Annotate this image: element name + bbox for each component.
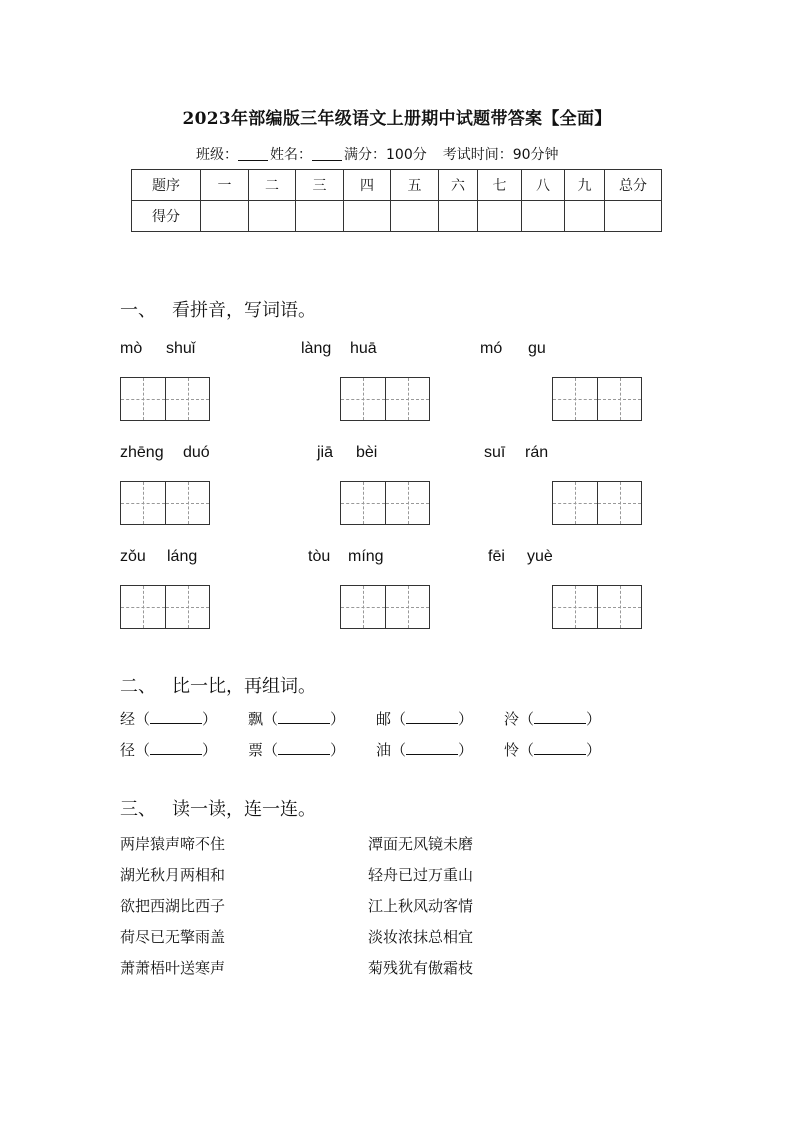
section-title: 看拼音，写词语。 xyxy=(172,300,316,321)
compare-char: 径 xyxy=(120,741,136,759)
pinyin: tòu xyxy=(308,548,331,565)
poem-line-right[interactable]: 潭面无风镜未磨 xyxy=(368,835,474,853)
poem-line-left[interactable]: 欲把西湖比西子 xyxy=(120,897,226,915)
page-title: 2023年部编版三年级语文上册期中试题带答案【全面】 xyxy=(182,109,612,129)
writing-grid[interactable] xyxy=(120,481,210,525)
score-table-header xyxy=(132,170,662,201)
score-cell[interactable] xyxy=(522,201,565,232)
score-table xyxy=(131,169,662,232)
student-info-line xyxy=(196,144,559,164)
poem-line-right[interactable]: 江上秋风动客情 xyxy=(368,897,474,915)
class-label: 班级： xyxy=(196,147,238,163)
writing-grid[interactable] xyxy=(120,377,210,421)
writing-grid[interactable] xyxy=(340,481,430,525)
poem-line-left[interactable]: 萧萧梧叶送寒声 xyxy=(120,959,226,977)
name-blank[interactable] xyxy=(312,146,342,161)
pinyin: fēi xyxy=(488,548,505,565)
pinyin: suī xyxy=(484,444,506,461)
header-cell: 八 xyxy=(522,170,565,201)
writing-grid[interactable] xyxy=(340,585,430,629)
class-blank[interactable] xyxy=(238,146,268,161)
writing-grid[interactable] xyxy=(552,481,642,525)
section-title: 比一比，再组词。 xyxy=(172,676,316,697)
section-3-heading xyxy=(120,795,316,821)
pinyin: zǒu xyxy=(120,548,146,565)
header-cell: 三 xyxy=(296,170,344,201)
compare-item: 怜（ ） xyxy=(504,741,602,759)
compare-char: 油 xyxy=(376,741,392,759)
poem-line-right[interactable]: 淡妆浓抹总相宜 xyxy=(368,928,474,946)
section-number: 三、 xyxy=(120,799,156,820)
writing-grid[interactable] xyxy=(340,377,430,421)
compare-char: 邮 xyxy=(376,710,392,728)
compare-item: 油（ ） xyxy=(376,741,474,759)
compare-item: 径（ ） xyxy=(120,741,218,759)
score-cell[interactable] xyxy=(201,201,249,232)
header-cell: 总分 xyxy=(605,170,662,201)
answer-blank[interactable] xyxy=(150,742,202,755)
section-title: 读一读，连一连。 xyxy=(172,799,316,820)
compare-char: 票 xyxy=(248,741,264,759)
score-cell[interactable] xyxy=(296,201,344,232)
score-table-row xyxy=(132,201,662,232)
section-number: 一、 xyxy=(120,300,156,321)
header-cell: 五 xyxy=(391,170,439,201)
compare-char: 怜 xyxy=(504,741,520,759)
answer-blank[interactable] xyxy=(534,711,586,724)
poem-line-left[interactable]: 两岸猿声啼不住 xyxy=(120,835,226,853)
pinyin: mó xyxy=(480,340,503,357)
pinyin: mò xyxy=(120,340,143,357)
score-cell[interactable] xyxy=(249,201,296,232)
name-label: 姓名： xyxy=(270,147,312,163)
score-cell[interactable] xyxy=(605,201,662,232)
section-2-heading xyxy=(120,672,316,698)
compare-char: 经 xyxy=(120,710,136,728)
header-cell: 二 xyxy=(249,170,296,201)
pinyin: huā xyxy=(350,340,377,357)
section-1-heading xyxy=(120,296,316,322)
answer-blank[interactable] xyxy=(278,742,330,755)
compare-item: 邮（ ） xyxy=(376,710,474,728)
pinyin: duó xyxy=(183,444,210,461)
compare-item: 票（ ） xyxy=(248,741,346,759)
answer-blank[interactable] xyxy=(150,711,202,724)
answer-blank[interactable] xyxy=(406,711,458,724)
compare-item: 飘（ ） xyxy=(248,710,346,728)
pinyin: rán xyxy=(525,444,549,461)
full-score-text: 满分：100分 xyxy=(344,147,427,163)
row-label: 得分 xyxy=(132,201,201,232)
header-cell: 题序 xyxy=(132,170,201,201)
compare-item: 经（ ） xyxy=(120,710,218,728)
compare-char: 飘 xyxy=(248,710,264,728)
pinyin: zhēng xyxy=(120,444,164,461)
pinyin: shuǐ xyxy=(166,340,196,357)
score-cell[interactable] xyxy=(565,201,605,232)
answer-blank[interactable] xyxy=(534,742,586,755)
poem-line-right[interactable]: 菊残犹有傲霜枝 xyxy=(368,959,474,977)
header-cell: 六 xyxy=(439,170,478,201)
compare-item: 泠（ ） xyxy=(504,710,602,728)
pinyin: láng xyxy=(167,548,198,565)
header-cell: 七 xyxy=(478,170,522,201)
pinyin: bèi xyxy=(356,444,378,461)
poem-line-right[interactable]: 轻舟已过万重山 xyxy=(368,866,474,884)
section-number: 二、 xyxy=(120,676,156,697)
header-cell: 四 xyxy=(344,170,391,201)
pinyin: jiā xyxy=(317,444,334,461)
header-cell: 一 xyxy=(201,170,249,201)
header-cell: 九 xyxy=(565,170,605,201)
answer-blank[interactable] xyxy=(278,711,330,724)
exam-time-text: 考试时间：90分钟 xyxy=(442,147,559,163)
score-cell[interactable] xyxy=(344,201,391,232)
pinyin: yuè xyxy=(527,548,553,565)
pinyin: làng xyxy=(301,340,332,357)
pinyin: gu xyxy=(528,340,546,357)
score-cell[interactable] xyxy=(478,201,522,232)
poem-line-left[interactable]: 荷尽已无擎雨盖 xyxy=(120,928,226,946)
writing-grid[interactable] xyxy=(552,585,642,629)
pinyin: míng xyxy=(348,548,384,565)
compare-char: 泠 xyxy=(504,710,520,728)
answer-blank[interactable] xyxy=(406,742,458,755)
writing-grid[interactable] xyxy=(120,585,210,629)
writing-grid[interactable] xyxy=(552,377,642,421)
score-cell[interactable] xyxy=(439,201,478,232)
poem-line-left[interactable]: 湖光秋月两相和 xyxy=(120,866,226,884)
score-cell[interactable] xyxy=(391,201,439,232)
